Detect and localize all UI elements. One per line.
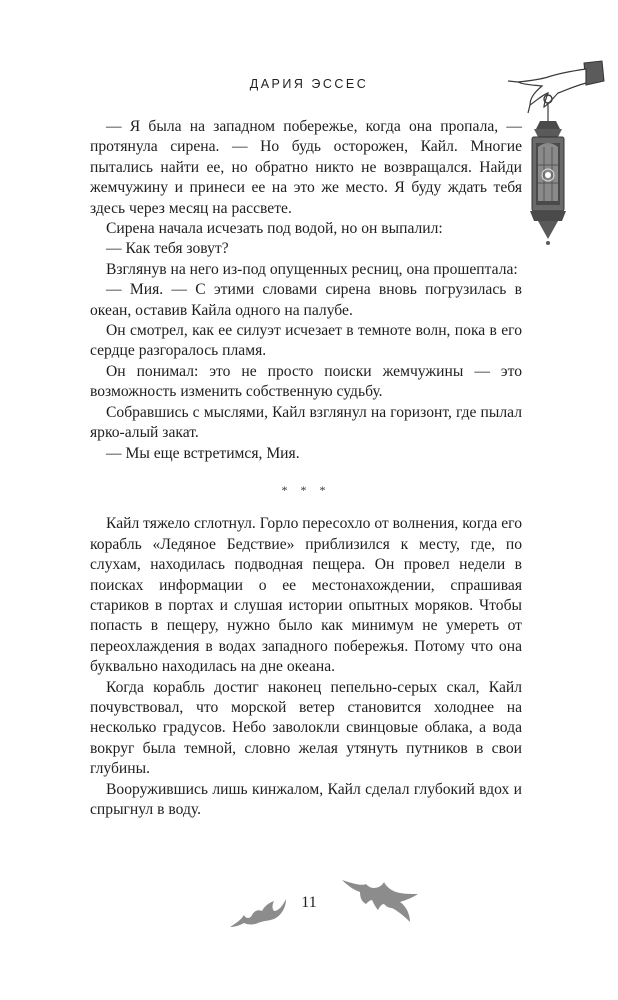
- bat-right-icon: [340, 876, 420, 926]
- body-text: [90, 117, 522, 820]
- lantern-light: [545, 172, 551, 178]
- paragraph: Он понимал: это не просто поиски жемчужины — это возможность изменить собственную судьбу.: [90, 362, 522, 401]
- paragraph: Вооружившись лишь кинжалом, Кайл сделал глубокий вдох и спрыгнул в воду.: [90, 780, 522, 818]
- paragraph: — Мы еще встретимся, Мия.: [106, 444, 300, 462]
- paragraph: Сирена начала исчезать под водой, но он выпалил:: [106, 220, 443, 238]
- paragraph: Взглянув на него из-под опущенных ресниц, она прошептала:: [106, 260, 518, 278]
- paragraph: — Мия. — С этими словами сирена вновь погрузилась в океан, оставив Кайла одного на палубе.: [90, 281, 522, 319]
- paragraph: Когда корабль достиг наконец пепельно-серых скал, Кайл почувствовал, что морской ветер становится холоднее на несколько градусов. Небо заволокли свинцовые облака, а вода вокруг была темной, словно желая утянуть путников в свои глубины.: [90, 678, 522, 778]
- running-header-author: ДАРИЯ ЭССЕС: [249, 77, 369, 91]
- lantern-cap: [536, 121, 560, 129]
- section-separator: * * *: [281, 482, 331, 497]
- paragraph: Кайл тяжело сглотнул. Горло пересохло от волнения, когда его корабль «Ледяное Бедствие» приблизился к месту, где, по слухам, находилась подводная пещера. Он провел недели в поисках информации о ее местонахождении, спрашивая стариков в портах и слушая истории опытных моряков. Чтобы попасть в пещеру, нужно было как минимум не умереть от переохлаждения в водах западного побережья. Потому что она буквально находилась на дне океана.: [90, 515, 522, 676]
- paragraph: Он смотрел, как ее силуэт исчезает в темноте волн, пока в его сердце разгоралось пламя.: [90, 322, 522, 360]
- paragraph: — Как тебя зовут?: [106, 240, 229, 258]
- paragraph: — Я была на западном побережье, когда она пропала, — протянула сирена. — Но будь осторожен, Кайл. Многие пытались найти ее, но обратно никто не возвращался. Найди жемчужину и принеси ее на это же место. Я буду ждать тебя здесь через месяц на рассвете.: [90, 118, 522, 217]
- paragraph: Собравшись с мыслями, Кайл взглянул на горизонт, где пылал ярко-алый закат.: [90, 403, 522, 442]
- page-number: 11: [301, 894, 317, 911]
- sleeve-cuff: [584, 61, 604, 85]
